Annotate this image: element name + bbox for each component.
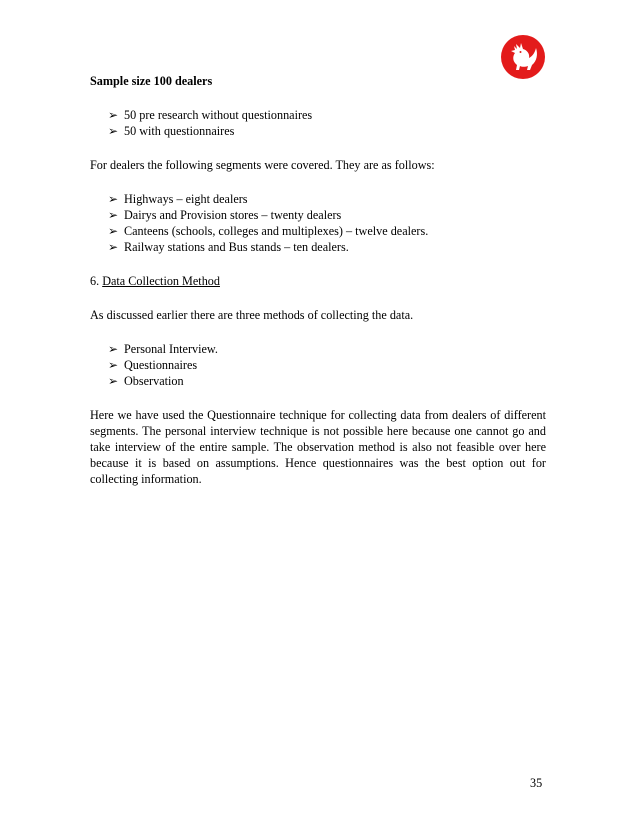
- segments-intro: For dealers the following segments were covered. They are as follows:: [90, 158, 435, 172]
- sample-size-heading: Sample size 100 dealers: [90, 74, 213, 88]
- section-title: Data Collection Method: [102, 274, 220, 288]
- document-body: [90, 73, 546, 487]
- section-number: 6.: [90, 274, 100, 288]
- page-number: 35: [530, 776, 543, 790]
- list-item: ➢ Questionnaires: [108, 358, 198, 372]
- arrow-bullet-icon: ➢: [108, 192, 119, 206]
- list-item: ➢ Personal Interview.: [108, 342, 218, 356]
- conclusion-paragraph: Here we have used the Questionnaire technique for collecting data from dealers of different segments. The personal interview technique is not possible here because one cannot go and take interview of the entire sample. The observation method is also not feasible over here because it is based on assumptions. Hence questionnaires was the best option out for collecting information.: [90, 408, 546, 486]
- methods-list: [90, 341, 546, 389]
- list-item: ➢ Observation: [108, 374, 184, 388]
- arrow-bullet-icon: ➢: [108, 224, 119, 238]
- arrow-bullet-icon: ➢: [108, 358, 119, 372]
- arrow-bullet-icon: ➢: [108, 240, 119, 254]
- methods-intro: As discussed earlier there are three methods of collecting the data.: [90, 308, 414, 322]
- list-item: ➢ Railway stations and Bus stands – ten dealers.: [108, 240, 349, 254]
- list-item: ➢ 50 pre research without questionnaires: [108, 108, 313, 122]
- arrow-bullet-icon: ➢: [108, 108, 119, 122]
- arrow-bullet-icon: ➢: [108, 374, 119, 388]
- list-item: ➢ Canteens (schools, colleges and multiplexes) – twelve dealers.: [108, 224, 429, 238]
- arrow-bullet-icon: ➢: [108, 342, 119, 356]
- arrow-bullet-icon: ➢: [108, 124, 119, 138]
- section-heading: [90, 273, 546, 289]
- list-item: ➢ Highways – eight dealers: [108, 192, 248, 206]
- list-item: ➢ 50 with questionnaires: [108, 124, 235, 138]
- segments-list: [90, 191, 546, 255]
- list-item: ➢ Dairys and Provision stores – twenty dealers: [108, 208, 342, 222]
- arrow-bullet-icon: ➢: [108, 208, 119, 222]
- sample-list: [90, 107, 546, 139]
